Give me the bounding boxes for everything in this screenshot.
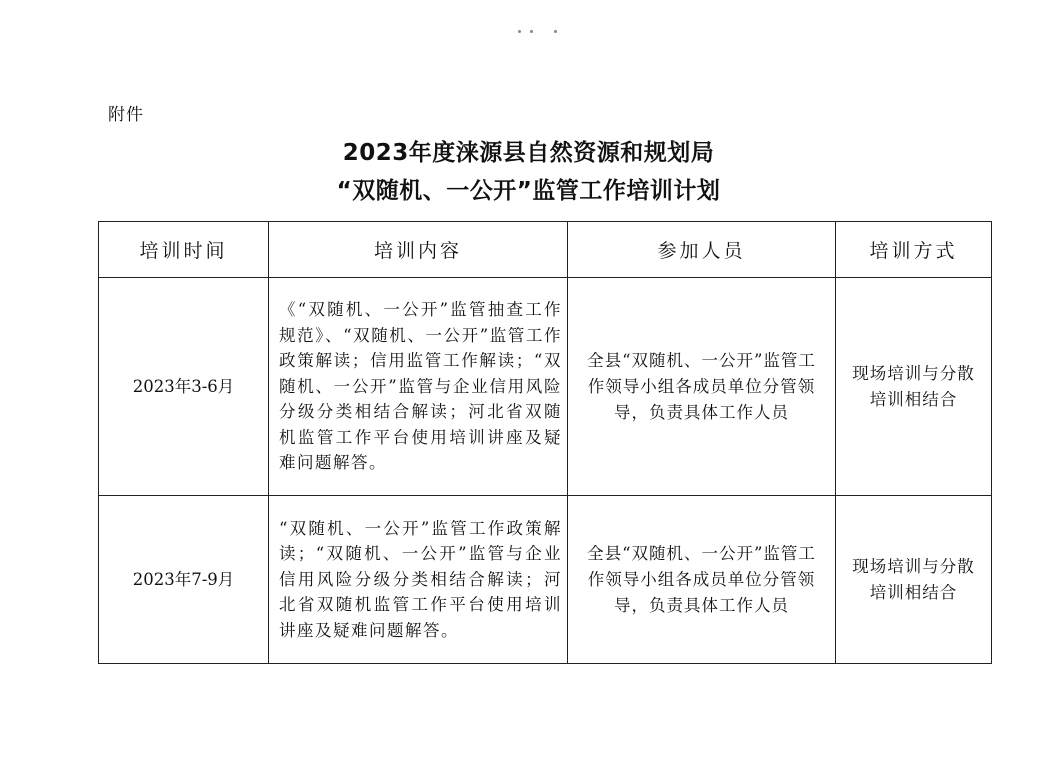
training-plan-table bbox=[98, 221, 992, 664]
table-row bbox=[99, 278, 992, 496]
table-header-row bbox=[99, 222, 992, 278]
header-training-method: 培训方式 bbox=[836, 222, 992, 278]
cell-training-time: 2023年7-9月 bbox=[99, 496, 269, 664]
document-title-line1: 2023年度涞源县自然资源和规划局 bbox=[342, 140, 715, 166]
header-training-time: 培训时间 bbox=[99, 222, 269, 278]
header-training-content: 培训内容 bbox=[269, 222, 568, 278]
document-title-line2: “双随机、一公开”监管工作培训计划 bbox=[336, 178, 721, 204]
cell-training-method: 现场培训与分散培训相结合 bbox=[836, 278, 992, 496]
cell-training-method: 现场培训与分散培训相结合 bbox=[836, 496, 992, 664]
attachment-label: 附件 bbox=[108, 105, 144, 125]
cell-participants: 全县“双随机、一公开”监管工作领导小组各成员单位分管领导，负责具体工作人员 bbox=[568, 278, 836, 496]
scan-mark bbox=[510, 30, 560, 36]
cell-participants: 全县“双随机、一公开”监管工作领导小组各成员单位分管领导，负责具体工作人员 bbox=[568, 496, 836, 664]
table-row bbox=[99, 496, 992, 664]
cell-training-time: 2023年3-6月 bbox=[99, 278, 269, 496]
cell-training-content: “双随机、一公开”监管工作政策解读；“双随机、一公开”监管与企业信用风险分级分类相结合解读；河北省双随机监管工作平台使用培训讲座及疑难问题解答。 bbox=[269, 496, 568, 664]
header-participants: 参加人员 bbox=[568, 222, 836, 278]
cell-training-content: 《“双随机、一公开”监管抽查工作规范》、“双随机、一公开”监管工作政策解读；信用监管工作解读；“双随机、一公开”监管与企业信用风险分级分类相结合解读；河北省双随机监管工作平台使用培训讲座及疑难问题解答。 bbox=[269, 278, 568, 496]
